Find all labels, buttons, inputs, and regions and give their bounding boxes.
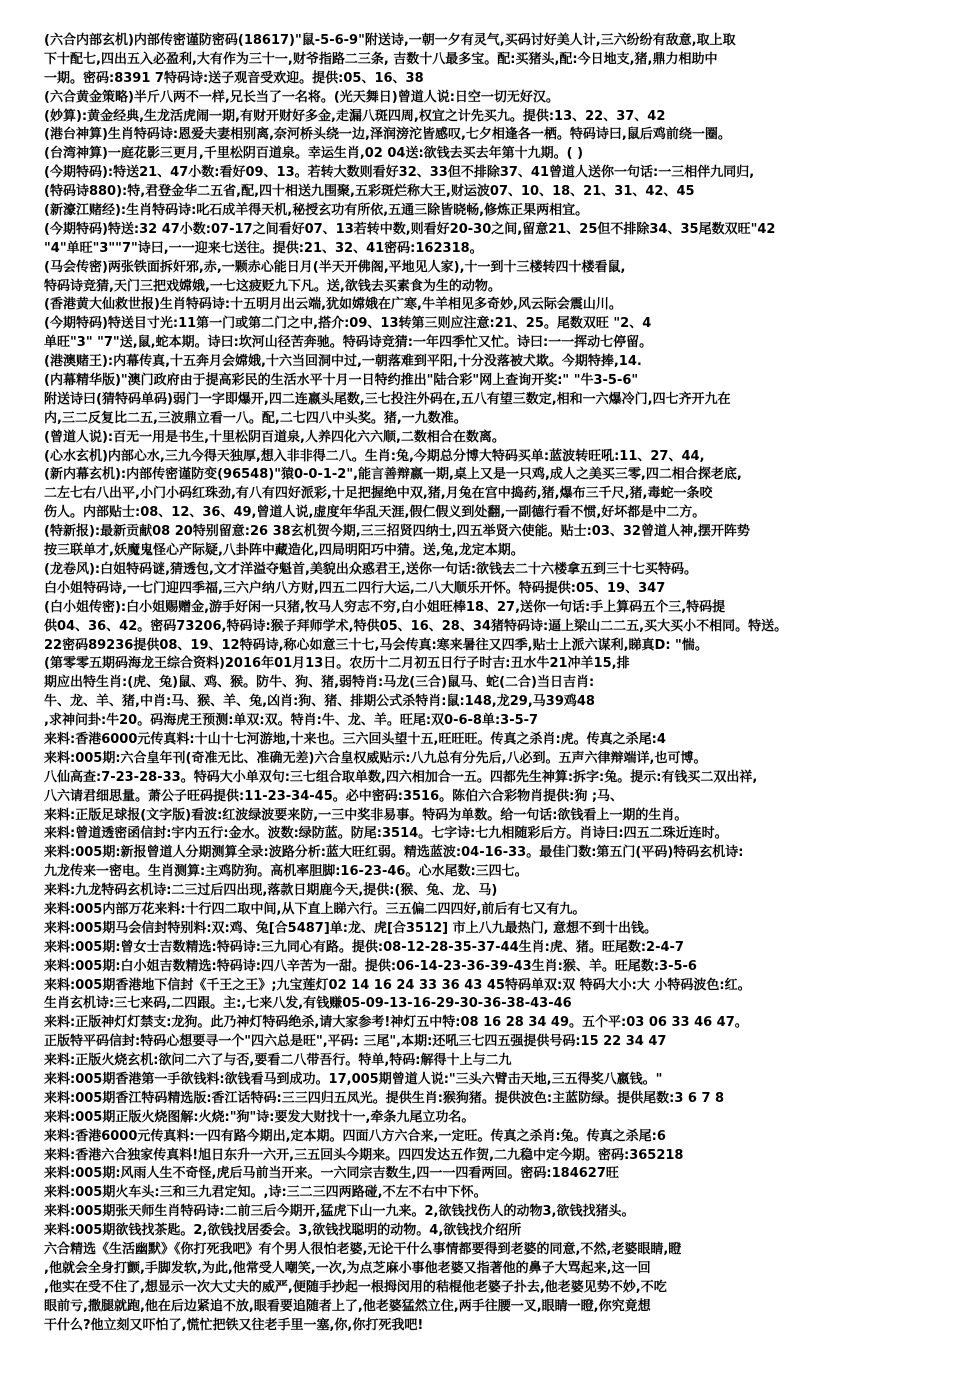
text-line: 来料:005期香江特码精选版:香江话特码:三三四归五凤光。提供生肖:猴狗猪。提供波色:主蓝防绿。提供尾数:3 6 7 8 [44,1090,725,1106]
text-line: 来料:005期火车头:三和三九君定知。,诗:三二三四两路碰,不左不右中下怀。 [44,1185,487,1201]
text-line: 八六请君细思量。萧公子旺码提供:11-23-34-45。必中密码:3516。陈伯六合彩物肖提供:狗 ;马、 [44,788,624,804]
text-line: 来料:005期:曾女士吉数精选:特码诗:三九同心有路。提供:08-12-28-35-37-44生肖:虎、猪。旺尾数:2-4-7 [44,939,684,955]
text-line: 来料:005期香港地下信封《千王之王》;九宝莲灯02 14 16 24 33 36 43 45特码单双:双 特码大小:大 小特码波色:红。 [44,977,751,993]
text-line: 来料:香港6000元传真料:一四有路今期出,定本期。四面八方六合来,一定旺。传真之杀肖:兔。传真之杀尾:6 [44,1128,666,1144]
text-line: 八仙高查:7-23-28-33。特码大小单双句:三七组合取单数,四六相加合一五。四都先生神算:拆字:兔。提示:有钱买二双出祥, [44,769,758,785]
text-line: 正版特平码信封:特码心想要寻一个"四六总是旺",平码: 三尾",本期:还吼三七四五强提供号码:15 22 34 47 [44,1034,667,1050]
text-line: 来料:005期香港第一手欲钱料:欲钱看马到成功。17,005期曾道人说:"三头六臂击天地,三五得奖八嬴钱。" [44,1071,663,1087]
text-line: ,他就会全身打颤,手脚发软,为此,他常受人嘲笑,一次,为点芝麻小事他老婆又指著他的鼻子大骂起来,这一回 [44,1260,651,1276]
text-line: 内,三二反复比二五,三波鼎立看一八。配,二七四八中头奖。猪,一九数准。 [44,410,467,426]
text-line: (内幕精华版)"澳门政府由于提高彩民的生活水平十月一日特约推出"陆合彩"网上查询开奖:" "牛3-5-6" [44,373,639,389]
text-line: 一期。密码:8391 7特码诗:送子观音受欢迎。提供:05、16、38 [44,70,424,86]
text-line: (六合黄金策略)半斤八两不一样,兄长当了一名将。(光天舞日)曾道人说:日空一切无好汉。 [44,89,559,105]
text-line: 六合精选《生活幽默》《你打死我吧》有个男人很怕老婆,无论干什么事情都要得到老婆的同意,不然,老婆眼睛,瞪 [44,1242,682,1257]
text-line: 伤人。内部贴士:08、12、36、49,曾道人说,虚度年华乱天涯,假仁假义到处翻,一副德行看不惯,好坏都是中二方。 [44,505,706,521]
text-line: 22密码89236提供08、19、12特码诗,称心如意三十七,马会传真:寒来暑往又四季,贴士上派六谋利,睇真D: "惴。 [44,637,708,653]
text-line: 来料:005期:六合皇年刊(奇准无比、准确无差)六合皇权威贴示:八九总有分先后,八必到。五声六律辩端详,也可博。 [44,750,707,766]
text-line: 干什么?他立刻又吓怕了,慌忙把铁又往老手里一塞,你,你打死我吧! [44,1317,424,1333]
text-line: (第零零五期码海龙王综合资料)2016年01月13日。农历十二月初五日行子时吉:丑水牛21冲羊15,排 [44,656,630,672]
text-line: (新内幕玄机):内部传密谨防变(96548)"猿0-0-1-2",能言善辩嬴一期,桌上又是一只鸡,成人之美买三零,四二相合探老底, [44,467,742,483]
text-line: 按三联单才,妖魔鬼怪心产际疑,八卦阵中藏造化,四局明阳巧中猜。送,兔,龙定本期。 [44,543,524,559]
text-line: (龙卷风):白姐特码谜,猜透包,文才洋溢夺魁首,美貌出众惑君王,送你一句话:欲钱去二十六楼拿五到三十七买特码。 [44,561,698,577]
text-line: 特码诗竞猜,天门三把戏嫦娥,一七这疲贬九下凡。送,欲钱去买素食为生的动物。 [44,278,501,294]
text-line: 来料:005期张天师生肖特码诗:二前三后今期开,猛虎下山一九来。2,欲钱找伤人的动物3,欲钱找猪头。 [44,1204,635,1220]
text-line: (新濠江赌经):生肖特码诗:叱石成羊得天机,秘授玄功有所依,五通三除皆晓畅,修炼正果两相宜。 [44,203,589,219]
text-line: (妙算):黄金经典,生龙活虎闹一期,有财开财好多金,走漏八斑四周,权宜之计先买九。提供:13、22、37、42 [44,108,666,124]
text-line: 来料:正版火烧玄机:欲问二六了与否,要看二八带吾行。特单,特码:解得十上与二九 [44,1053,512,1069]
text-line: 眼前亏,撒腿就跑,他在后边紧追不放,眼看要追随者上了,他老婆猛然立住,两手往腰一叉,眼睛一瞪,你究竟想 [44,1298,651,1314]
text-line: 来料:005期欲钱找茶匙。2,欲钱找居委会。3,欲钱找聪明的动物。4,欲钱找介绍所 [44,1223,522,1239]
text-line: 来料:005期:风雨人生不奇怪,虎后马前当开来。一六同宗吉数生,四一一四看两回。密码:184627旺 [44,1166,619,1182]
text-line: (曾道人说):百无一用是书生,十里松阴百道泉,人养四化六六顺,二数相合在数离。 [44,429,505,445]
text-line: (特码诗880):特,君登金华二五省,配,四十相送九围聚,五彩斑烂称大王,财运波07、10、18、21、31、42、45 [44,184,695,200]
text-line: 来料:005期:白小姐吉数精选:特码诗:四八辛苦为一甜。提供:06-14-23-36-39-43生肖:猴、羊。旺尾数:3-5-6 [44,958,697,974]
text-line: ,求神问卦:牛20。码海虎王预测:单双:双。特肖:牛、龙、羊。旺尾:双0-6-8单:3-5-7 [44,713,539,729]
text-line: 附送诗曰(猜特码单码)弱门一字即爆开,四二连嬴头尾数,三七投注外码在,五八有望三数定,相和一六爆冷门,四七齐开九在 [44,391,731,407]
text-line: 九龙传来一密电。生肖测算:主鸡防狗。高机率胆脚:16-23-46。心水尾数:三四七。 [44,864,528,880]
text-line: 来料:005内部万花来料:十行四二取中间,从下直上睇六行。三五偏二四四好,前后有七又有九。 [44,901,586,917]
text-line: (香港黄大仙救世报)生肖特码诗:十五明月出云端,犹如嫦娥在广寒,牛羊相见多奇妙,风云际会震山川。 [44,297,622,313]
text-line: "4"单旺"3""7"诗曰,一一迎来七送往。提供:21、32、41密码:162318。 [44,240,483,256]
text-line: 来料:九龙特码玄机诗:二三过后四出现,落款日期鹿今天,提供:(猴、兔、龙、马) [44,883,498,899]
text-line: 供04、36、42。密码73206,特码诗:猴子拜师学术,特供05、16、28、34猪特码诗:逼上梁山二二五,买大买小不相同。特送。 [44,618,788,634]
text-line: 生肖玄机诗:三七来码,二四跟。主:,七来八发,有钱赚05-09-13-16-29-30-36-38-43-46 [44,996,572,1012]
text-line: ,他实在受不住了,想显示一次大丈夫的威严,便随手抄起一根拇闵用的秸棍他老婆子扑去,他老婆见势不妙,不吃 [44,1279,667,1295]
text-line: 来料:005期:新报曾道人分期测算全录:波路分析:蓝大旺红弱。精选蓝波:04-16-33。最佳门数:第五门(平码)特码玄机诗: [44,845,744,861]
text-line: 下十配七,四出五入必盈利,大有作为三十一,财爷指路二三条, 吉数十八最多宝。配:买猪头,配:今日地支,猪,鼎力相助中 [44,51,718,67]
text-line: (特新报):最新贡献08 20特别留意:26 38玄机贺今期,三三招贤四纳士,四五举贤六使能。贴士:03、32曾道人神,摆开阵势 [44,524,750,540]
text-line: (台湾神算)一庭花影三更月,千里松阴百道泉。幸运生肖,02 04送:欲钱去买去年第十九期。( ) [44,146,584,162]
text-line: 来料:曾道透密函信封:宇内五行:金水。波数:绿防蓝。防尾:3514。七字诗:七九相随彩后方。肖诗曰:四五二珠近连时。 [44,826,728,842]
text-line: 来料:005期马会信封特别料:双:鸡、兔[合5487]单:龙、虎[合3512] 市上八九最热门, 意想不到十出钱。 [44,920,658,936]
text-line: 牛、龙、羊、猪,中肖:马、猴、羊、兔,凶肖:狗、猪、排期公式杀特肖:鼠:148,龙29,马39鸡48 [44,694,595,710]
text-line: (白小姐传密):白小姐赐赠金,游手好闲一只猪,牧马人穷志不穷,白小姐旺棒18、27,送你一句话:手上算码五个三,特码提 [44,599,726,615]
text-line: 来料:正版神灯灯禁支:龙狗。此乃神灯特码绝杀,请大家参考!神灯五中特:08 16 28 34 49。五个平:03 06 33 46 47。 [44,1015,748,1031]
text-line: (六合内部玄机)内部传密谨防密码(18617)"鼠-5-6-9"附送诗,一朝一夕有灵气,买码讨好美人计,三六纷纷有敌意,取上取 [44,33,736,48]
text-line: 单旺"3" "7"送,鼠,蛇本期。诗曰:坎河山径苦奔驰。特码诗竞猜:一年四季忙又忙。诗曰:一一挥动七停留。 [44,335,653,351]
text-line: (港澳赌王):内幕传真,十五奔月会嫦娥,十六当回洞中过,一朝落难到平阳,十分没落被犬欺。今期特捧,14. [44,354,642,370]
text-line: 二左七右八出平,小门小码红珠劲,有八有四好派彩,十足把握绝中双,猪,月兔在宫中捣药,猪,爆布三千尺,猪,毒蛇一条咬 [44,486,713,502]
text-line: (今期特码):特送21、47小数:看好09、13。若转大数则看好32、33但不排除37、41曾道人送你一句话:一三相伴九同归, [44,165,755,181]
text-line: 来料:005期正版火烧图解:火烧:"狗"诗:要发大财找十一,牵条九尾立功名。 [44,1109,475,1125]
text-line: (今期特码)特送:32 47小数:07-17之间看好07、13若转中数,则看好20-30之间,留意21、25但不排除34、35尾数双旺"42 [44,221,776,237]
text-line: (马会传密)两张铁面拆奸邪,赤,一颗赤心能日月(半天开佛阁,平地见人家),十一到十三楼转四十楼看鼠, [44,259,626,275]
text-line: 来料:香港6000元传真料:十山十七河游地,十来也。三六回头望十五,旺旺旺。传真之杀肖:虎。传真之杀尾:4 [44,731,666,747]
text-line: (今期特码)特送目寸光:11第一门或第二门之中,搭介:09、13转第三则应注意:21、25。尾数双旺 "2、4 [44,316,652,332]
text-line: 来料:正版足球报(文字版)看波:红波绿波要来防,一三中奖非易事。特码为单数。给一句话:欲钱看上一期的生肖。 [44,807,688,823]
text-line: (心水玄机)内部心水,三九今得天独厚,想入非非得二八。生肖:兔,今期总分博大特码买单:蓝波转旺吼:11、27、44, [44,448,705,464]
text-line: 来料:香港六合独家传真料!旭日东升一六开,三五回头今期来。四四发达五作贺,二九稳中定今期。密码:365218 [44,1147,684,1163]
text-line: 白小姐特码诗,一七门迎四季福,三六户纳八方财,四五二四行大运,二八大顺乐开怀。特码提供:05、19、347 [44,580,666,596]
text-line: (港台神算)生肖特码诗:恩爱夫妻相别离,奈河桥头绕一边,泽润滂沱皆感叹,七夕相逢各一栖。特码诗曰,鼠后鸡前绕一圈。 [44,127,731,143]
text-line: 期应出特生肖:(虎、兔)鼠、鸡、猴。防牛、狗、猪,弱特肖:马龙(三合)鼠马、蛇(二合)当日吉肖: [44,675,595,691]
